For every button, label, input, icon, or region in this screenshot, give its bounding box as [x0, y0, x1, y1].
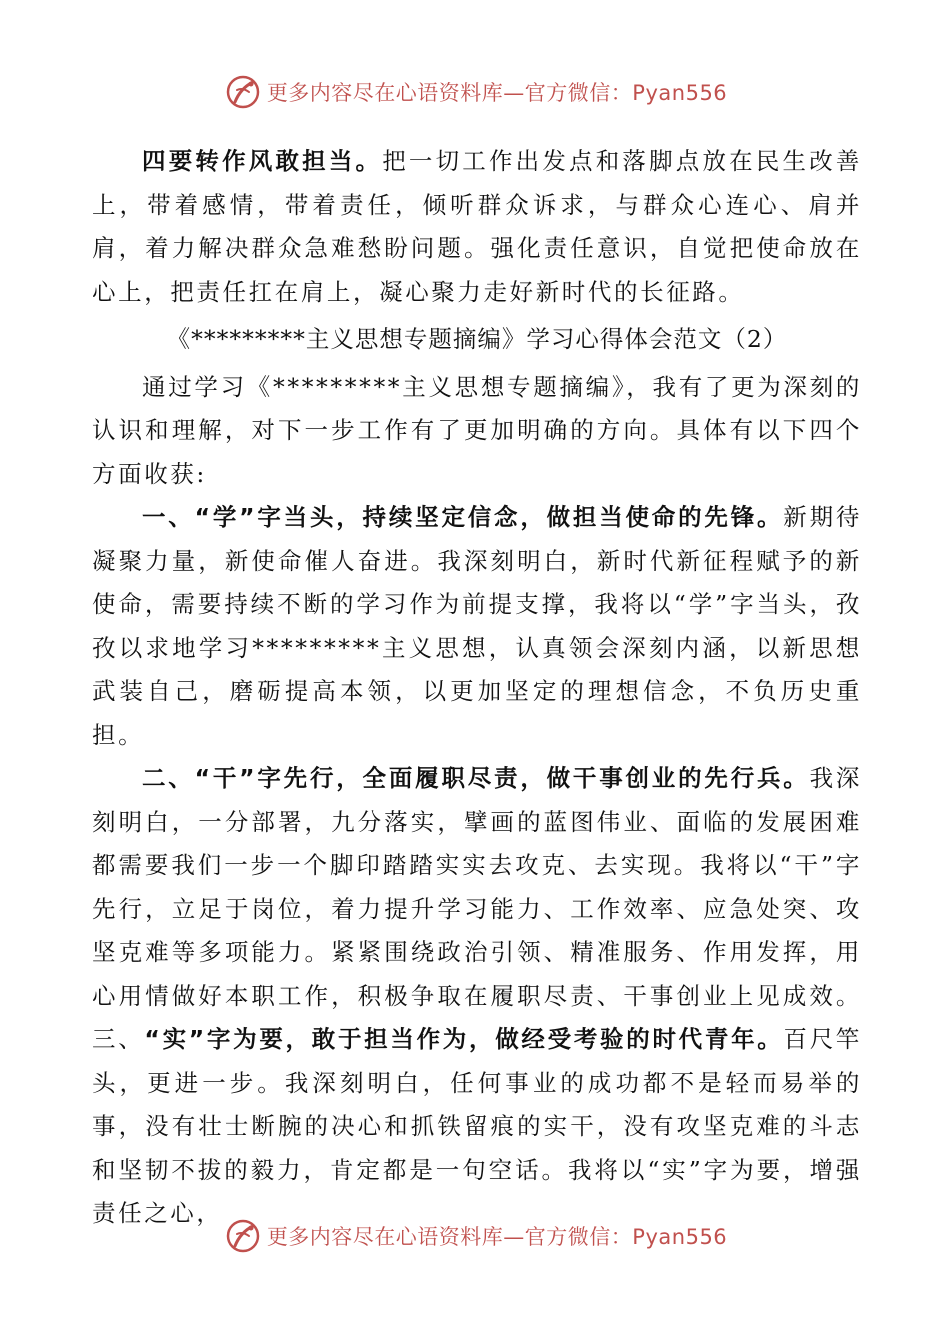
document-body	[92, 140, 862, 1236]
watermark-text: 更多内容尽在心语资料库—官方微信：Pyan556	[266, 81, 728, 105]
section-lead: “实”字为要，敢于担当作为，做经受考验的时代青年。	[144, 1025, 784, 1053]
watermark-footer	[0, 1214, 950, 1258]
section-body: 百尺竿头，更进一步。我深刻明白，任何事业的成功都不是轻而易举的事，没有壮士断腕的决心和抓铁留痕的实干，没有攻坚克难的斗志和坚韧不拔的毅力，肯定都是一句空话。我将以“实”字为要，增强责任之心，	[92, 1025, 862, 1227]
section-lead: 二、“干”字先行，全面履职尽责，做干事创业的先行兵。	[142, 764, 810, 792]
section-body: 新期待凝聚力量，新使命催人奋进。我深刻明白，新时代新征程赋予的新使命，需要持续不断的学习作为前提支撑，我将以“学”字当头，孜孜以求地学习*********主义思想，认真领会深刻内涵，以新思想武装自己，磨砺提高本领，以更加坚定的理想信念，不负历史重担。	[92, 503, 862, 749]
intro-paragraph: 通过学习《*********主义思想专题摘编》，我有了更为深刻的认识和理解，对下一步工作有了更加明确的方向。具体有以下四个方面收获:	[92, 372, 862, 488]
paragraph-four	[92, 140, 862, 314]
watermark-logo-icon	[223, 1216, 263, 1256]
document-heading: 《*********主义思想专题摘编》学习心得体会范文（2）	[166, 325, 788, 353]
watermark-header	[0, 70, 950, 114]
paragraph-body: 把一切工作出发点和落脚点放在民生改善上，带着感情，带着责任，倾听群众诉求，与群众心连心、肩并肩，着力解决群众急难愁盼问题。强化责任意识，自觉把使命放在心上，把责任扛在肩上，凝心聚力走好新时代的长征路。	[92, 147, 862, 306]
section-body: 我深刻明白，一分部署，九分落实，擘画的蓝图伟业、面临的发展困难都需要我们一步一个脚印踏踏实实去攻克、去实现。我将以“干”字先行，立足于岗位，着力提升学习能力、工作效率、应急处突、攻坚克难等多项能力。紧紧围绕政治引领、精准服务、作用发挥，用心用情做好本职工作，积极争取在履职尽责、干事创业上见成效。三、	[92, 764, 862, 1053]
section-one	[92, 496, 862, 757]
paragraph-lead: 四要转作风敢担当。	[142, 147, 383, 175]
watermark-text: 更多内容尽在心语资料库—官方微信：Pyan556	[266, 1225, 728, 1249]
section-lead: 一、“学”字当头，持续坚定信念，做担当使命的先锋。	[142, 503, 784, 531]
section-two	[92, 757, 862, 1236]
watermark-logo-icon	[223, 72, 263, 112]
